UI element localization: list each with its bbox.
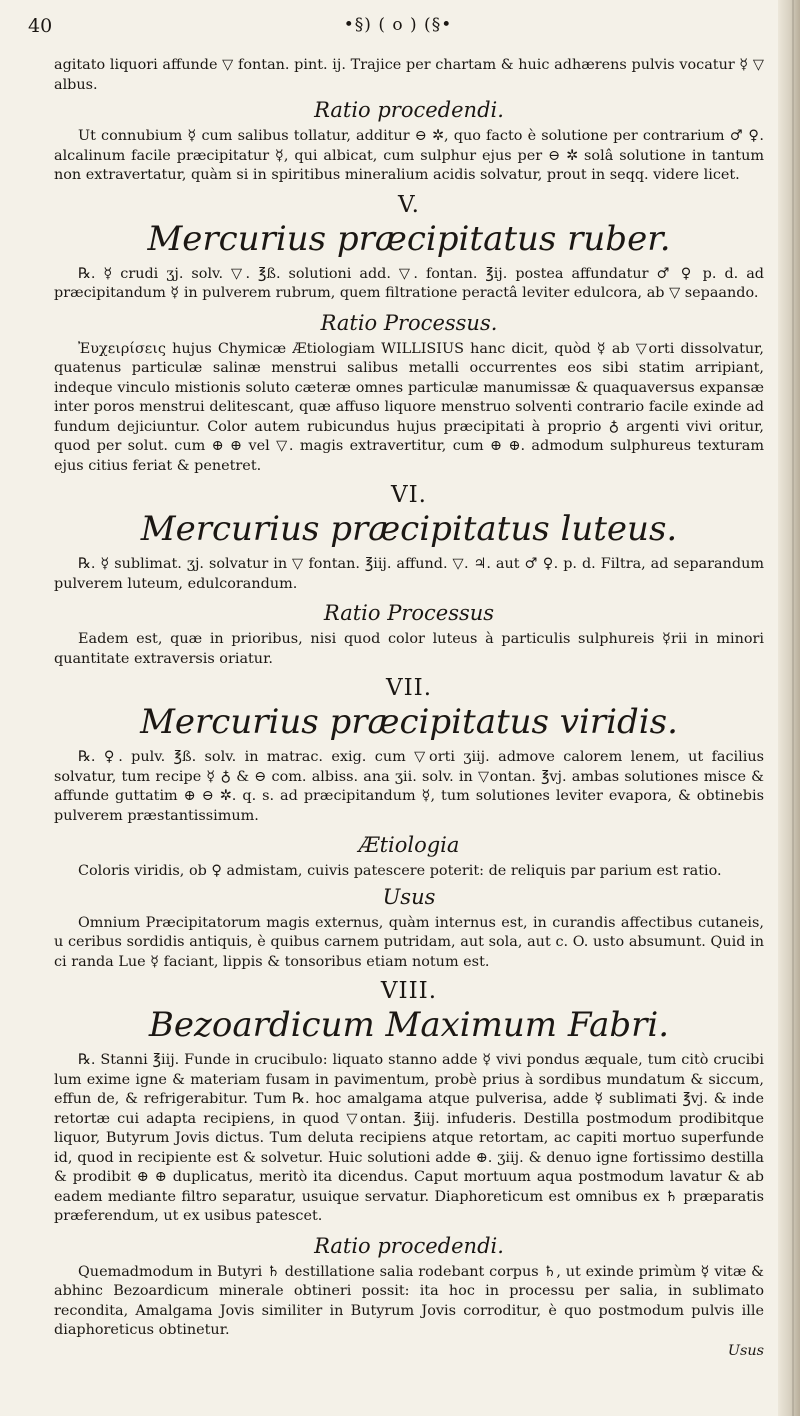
running-header xyxy=(0,13,800,47)
section-vi-ratio-text: Eadem est, quæ in prioribus, nisi quod color luteus à particulis sulphureis ☿rii in minori quantitate extraversis oriatur. xyxy=(54,631,764,667)
section-vii-title: Mercurius præcipitatus viridis. xyxy=(140,702,678,742)
page-edge-shadow xyxy=(792,0,794,1416)
section-v-ratio-text: Ἐυχειρίσεις hujus Chymicæ Ætiologiam WILLISIUS hanc dicit, quòd ☿ ab ▽orti dissolvatur, quatenus particulæ salinæ menstrui salibus metalli occurrentes eos sibi statim arripiant, indeque vinculo mistionis soluto cæteræ omnes particulæ manumissæ & quaquaversus expansæ inter poros menstrui delitescant, quæ affuso liquore menstruo solventi contrario facile exinde ad fundum dejiciuntur. Color autem rubicundus hujus præcipitati à proprio ♁ argenti vivi oritur, quod per solut. cum ⊕ ⊕ vel ▽. magis extravertitur, cum ⊕ ⊕. admodum sulphureus texturam ejus citius feriat & penetret. xyxy=(54,340,764,474)
section-vi-number: VI. xyxy=(390,482,427,508)
section-vi-recipe: ℞. ☿ sublimat. ʒj. solvatur in ▽ fontan. ℥iij. affund. ▽. ♃. aut ♂ ♀. p. d. Filtra, ad separandum pulverem luteum, edulcorandum. xyxy=(54,556,764,592)
page-number: 40 xyxy=(28,15,53,37)
section-v-title: Mercurius præcipitatus ruber. xyxy=(147,218,671,259)
section-vii-number: VII. xyxy=(385,675,433,701)
section-vii-recipe: ℞. ♀. pulv. ℥ß. solv. in matrac. exig. cum ▽orti ʒiij. admove calorem lenem, ut facilius solvatur, tum recipe ☿ ♁ & ⊖ com. albiss. ana ʒii. solv. in ▽ontan. ℥vj. ambas solutiones misce & affunde guttatim ⊕ ⊖ ✲. q. s. ad præcipitandum ☿, tum solutiones leviter evapora, & obtinebis pulverem præstantissimum. xyxy=(54,749,764,824)
section-vii-usus-heading: Usus xyxy=(382,884,436,909)
section-v-number: V. xyxy=(398,191,420,218)
page-edge xyxy=(778,0,800,1416)
page-body xyxy=(54,56,764,1361)
section-vii-aetiologia-text: Coloris viridis, ob ♀ admistam, cuivis patescere poterit: de reliquis par parium est ratio. xyxy=(78,863,722,879)
section-viii-ratio-text: Quemadmodum in Butyri ♄ destillatione salia rodebant corpus ♄, ut exinde primùm ☿ vitæ & abhinc Bezoardicum minerale obtineri possit: ita hoc in processu per salia, in sublimato recondita, Amalgama Jovis similiter in Butyrum Jovis corroditur, è quo postmodum pulvis ille diaphoreticus obtinetur. xyxy=(54,1263,764,1338)
ratio-procedendi-heading: Ratio procedendi. xyxy=(314,98,504,122)
section-v-ratio-heading: Ratio Processus. xyxy=(320,310,498,335)
section-vii-usus-text: Omnium Præcipitatorum magis externus, quàm internus est, in curandis affectibus cutaneis, u ceribus sordidis antiquis, è quibus carnem putridam, aut sola, aut c. O. usto absumunt. Quid in ci randa Lue ☿ faciant, lippis & tonsoribus etiam notum est. xyxy=(54,914,764,970)
section-vii-aetiologia-heading: Ætiologia xyxy=(358,833,460,857)
ratio-procedendi-text: Ut connubium ☿ cum salibus tollatur, additur ⊖ ✲, quo facto è solutione per contrarium ♂ ♀. alcalinum facile præcipitatur ☿, qui albicat, cum sulphur ejus per ⊖ ✲ solâ solutione in tantum non extravertatur, quàm si in spiritibus mineralium acidis solvatur, prout in seqq. videre licet. xyxy=(54,128,764,183)
header-ornament: •§) ( o ) (§• xyxy=(343,15,453,35)
section-vi-title: Mercurius præcipitatus luteus. xyxy=(140,509,678,549)
section-viii-ratio-heading: Ratio procedendi. xyxy=(314,1233,504,1258)
section-viii-number: VIII. xyxy=(380,978,438,1004)
catchword: Usus xyxy=(727,1342,764,1359)
section-viii-recipe: ℞. Stanni ℥iij. Funde in crucibulo: liquato stanno adde ☿ vivi pondus æquale, tum citò crucibi lum exime igne & materiam fusam in pavimentum, probè prius à sordibus mundatum & siccum, effun de, & refrigerabitur. Tum ℞. hoc amalgama atque pulverisa, adde ☿ sublimati ℥vj. & inde retortæ cui adapta recipiens, in quod ▽ontan. ℥iij. infuderis. Destilla postmodum prodibitque liquor, Butyrum Jovis dictus. Tum deluta recipiens atque retortam, ac capiti mortuo superfunde id, quod in recipiente est & solvetur. Huic solutioni adde ⊕. ʒiij. & denuo igne fortissimo destilla & prodibit ⊕ ⊕ duplicatus, meritò ita dicendus. Caput mortuum aqua postmodum lavatur & ab eadem mediante filtro separatur, usuique servatur. Diaphoreticum est omnibus ex ♄ præparatis præferendum, ut ex usibus patescet. xyxy=(54,1052,764,1224)
intro-paragraph: agitato liquori affunde ▽ fontan. pint. ij. Trajice per chartam & huic adhærens pulvis vocatur ☿ ▽ albus. xyxy=(54,57,764,93)
section-viii-title: Bezoardicum Maximum Fabri. xyxy=(148,1005,670,1045)
section-vi-ratio-heading: Ratio Processus xyxy=(323,601,495,625)
section-v-recipe: ℞. ☿ crudi ʒj. solv. ▽. ℥ß. solutioni add. ▽. fontan. ℥ij. postea affundatur ♂ ♀ p. d. ad præcipitandum ☿ in pulverem rubrum, quem filtratione peractâ leviter edulcora, ab ▽ sepaando. xyxy=(54,265,764,301)
